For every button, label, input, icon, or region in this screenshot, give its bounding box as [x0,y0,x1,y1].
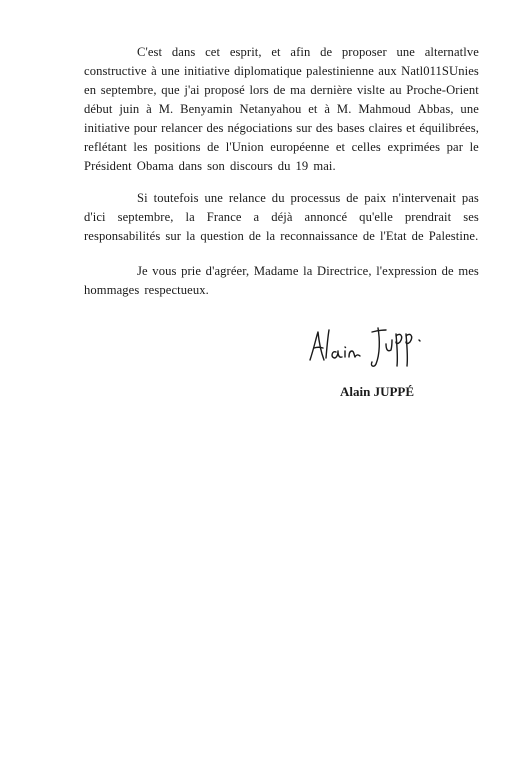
word: M. [158,102,174,116]
word: Si [137,191,148,205]
word: positions [154,140,201,154]
word: des [206,121,224,135]
word: celles [351,140,381,154]
word: relancer [161,121,203,135]
word: claires [368,121,403,135]
word: son [207,159,225,173]
word: toutefois [153,191,199,205]
word: ses [463,210,479,224]
word: reconnaissance [280,229,358,243]
word: à [146,102,152,116]
word: Natl011SUnies [401,64,479,78]
word: d'ici [84,210,106,224]
text-line [84,119,479,138]
word: une [204,191,223,205]
word: la [185,210,195,224]
paragraph-closing [84,262,479,300]
word: 19 [295,159,309,173]
word: de [273,83,286,97]
word: Benyamin [180,102,233,116]
word: prendrait [404,210,452,224]
word: équilibrées, [419,121,479,135]
word: d'agréer, [205,264,250,278]
word: bases [336,121,365,135]
word: proposer [341,45,387,59]
word: de [411,229,424,243]
word: esprit, [229,45,262,59]
word: hommages [84,283,140,297]
word: européenne [270,140,330,154]
word: lors [249,83,269,97]
word: processus [290,191,341,205]
paragraph-proposal [84,43,479,176]
word: Abbas, [417,102,454,116]
text-line [84,62,479,81]
word: Président [84,159,132,173]
word: en [84,83,97,97]
word: déjà [271,210,293,224]
signer-name: Alain JUPPÉ [340,384,415,399]
word: à [151,64,157,78]
word: respectueux. [144,283,209,297]
word: septembre, [100,83,157,97]
word: de [441,264,454,278]
text-line [84,100,479,119]
word: de [248,229,261,243]
word: aux [378,64,397,78]
text-line [84,262,479,281]
word: du [271,191,285,205]
word: la [265,229,276,243]
word: dans [178,159,203,173]
word: Obama [136,159,174,173]
word: Directrice, [317,264,372,278]
text-line [84,138,479,157]
text-line [84,189,479,208]
word: la [303,264,313,278]
word: Netanyahou [239,102,302,116]
word: Mahmoud [358,102,411,116]
word: discours [229,159,273,173]
word: vislte [357,83,385,97]
word: sur [165,229,182,243]
text-line [84,227,479,246]
word: des [315,121,333,135]
word: j'ai [184,83,200,97]
word: France [206,210,242,224]
word: ma [290,83,306,97]
word: pour [133,121,158,135]
word: l'expression [376,264,438,278]
word: vous [152,264,177,278]
word: paix [364,191,387,205]
word: n'intervenait [392,191,456,205]
word: et [335,140,346,154]
word: du [277,159,291,173]
word: les [133,140,148,154]
word: sur [296,121,312,135]
text-line [84,43,479,62]
text-line [84,208,479,227]
word: C'est [137,45,163,59]
word: de [207,140,220,154]
word: question [200,229,244,243]
word: au [389,83,402,97]
word: septembre, [117,210,174,224]
word: afin [290,45,311,59]
word: par [446,140,464,154]
word: prie [181,264,202,278]
word: l'Etat [379,229,407,243]
word: mes [458,264,479,278]
word: début [84,102,113,116]
word: dans [171,45,196,59]
word: Madame [253,264,299,278]
word: juin [119,102,140,116]
word: une [460,102,479,116]
word: de [320,45,333,59]
text-line [84,281,479,300]
word: dernière [310,83,353,97]
word: cet [205,45,221,59]
word: l'Union [225,140,264,154]
word: responsabilités [84,229,161,243]
word: M. [336,102,352,116]
word: la [186,229,196,243]
word: exprimées [387,140,441,154]
word: diplomatique [234,64,302,78]
word: que [161,83,180,97]
word: proposé [204,83,245,97]
word: constructive [84,64,147,78]
word: et [406,121,416,135]
word: annoncé [304,210,348,224]
text-line [84,157,479,176]
word: initiative [84,121,130,135]
word: et [308,102,318,116]
paragraph-recognition [84,189,479,246]
word: à [324,102,331,116]
word: relance [228,191,266,205]
word: palestinienne [306,64,374,78]
text-line [84,81,479,100]
word: mai. [313,159,336,173]
handwritten-signature [306,320,426,370]
word: et [271,45,281,59]
word: qu'elle [359,210,393,224]
word: une [396,45,415,59]
word: le [469,140,479,154]
word: reflétant [84,140,127,154]
word: une [161,64,180,78]
word: pas [461,191,479,205]
word: de [362,229,375,243]
word: Palestine. [428,229,479,243]
word: Je [137,264,148,278]
word: initiative [184,64,230,78]
word: a [253,210,260,224]
word: Proche-Orient [406,83,479,97]
word: négociations [227,121,293,135]
word: de [346,191,359,205]
word: alternatlve [424,45,479,59]
